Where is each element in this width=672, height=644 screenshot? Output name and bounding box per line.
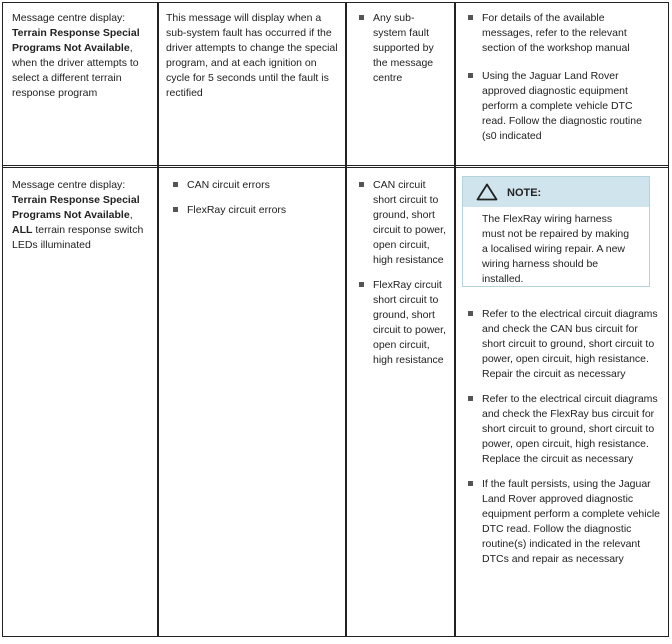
condition-bold2: ALL	[12, 224, 33, 236]
action-item: For details of the available messages, refer to the relevant section of the workshop manual	[468, 11, 658, 56]
condition-bold: Terrain Response Special Programs Not Available	[12, 27, 140, 54]
condition-mid: ,	[129, 209, 133, 221]
dtc-item: FlexRay circuit errors	[173, 203, 338, 218]
note-body	[463, 207, 649, 293]
condition-bold: Terrain Response Special Programs Not Available	[12, 194, 140, 221]
cause-item: Any sub-system fault supported by the message centre	[359, 11, 445, 86]
row2-condition-cell	[12, 178, 152, 253]
row2-causes-cell	[359, 178, 447, 378]
row-divider	[3, 165, 668, 168]
note-label: NOTE:	[507, 187, 542, 199]
condition-suffix: terrain response switch LEDs illuminated	[12, 224, 144, 251]
note-text: The FlexRay wiring harness must not be repaired by making a localised wiring repair. A new wiring harness should be installed.	[482, 213, 630, 285]
condition-prefix: Message centre display:	[12, 12, 126, 24]
column-divider	[157, 3, 159, 636]
cause-item: FlexRay circuit short circuit to ground, short circuit to power, open circuit, high resistance	[359, 278, 447, 368]
cause-item: CAN circuit short circuit to ground, short circuit to power, open circuit, high resistance	[359, 178, 447, 268]
diagnostic-table	[2, 2, 669, 637]
note-box	[462, 176, 650, 287]
action-item: Refer to the electrical circuit diagrams and check the CAN bus circuit for short circuit to ground, short circuit to power, open circuit, high resistance. Repair the circuit as necessary	[468, 307, 660, 382]
action-item: Using the Jaguar Land Rover approved diagnostic equipment perform a complete vehicle DTC read. Follow the diagnostic routine (s0 indicated	[468, 69, 658, 144]
note-header	[463, 177, 649, 207]
column-divider	[454, 3, 456, 636]
warning-triangle-icon	[476, 183, 498, 201]
row2-condition	[12, 178, 152, 253]
row2-dtc-cell	[173, 178, 338, 228]
action-item: Refer to the electrical circuit diagrams and check the FlexRay bus circuit for short circuit to ground, short circuit to power, open circuit, high resistance. Replace the circuit as necessary	[468, 392, 660, 467]
row1-description: This message will display when a sub-system fault has occurred if the driver attempts to change the special program, and at each ignition on cycle for 5 seconds until the fault is rectified	[166, 12, 338, 99]
action-item: If the fault persists, using the Jaguar Land Rover approved diagnostic equipment perform a complete vehicle DTC read. Follow the diagnostic routine(s) indicated in the relevant DTCs and repair as necessary	[468, 477, 660, 567]
row1-condition-cell	[12, 11, 152, 101]
row1-description-cell	[166, 11, 338, 101]
row1-condition	[12, 11, 152, 101]
row1-causes-cell	[359, 11, 445, 96]
row1-actions-cell	[468, 11, 658, 154]
condition-prefix: Message centre display:	[12, 179, 126, 191]
row2-actions-cell	[468, 307, 660, 577]
condition-suffix: , when the driver attempts to select a different terrain response program	[12, 42, 139, 99]
column-divider	[345, 3, 347, 636]
dtc-item: CAN circuit errors	[173, 178, 338, 193]
